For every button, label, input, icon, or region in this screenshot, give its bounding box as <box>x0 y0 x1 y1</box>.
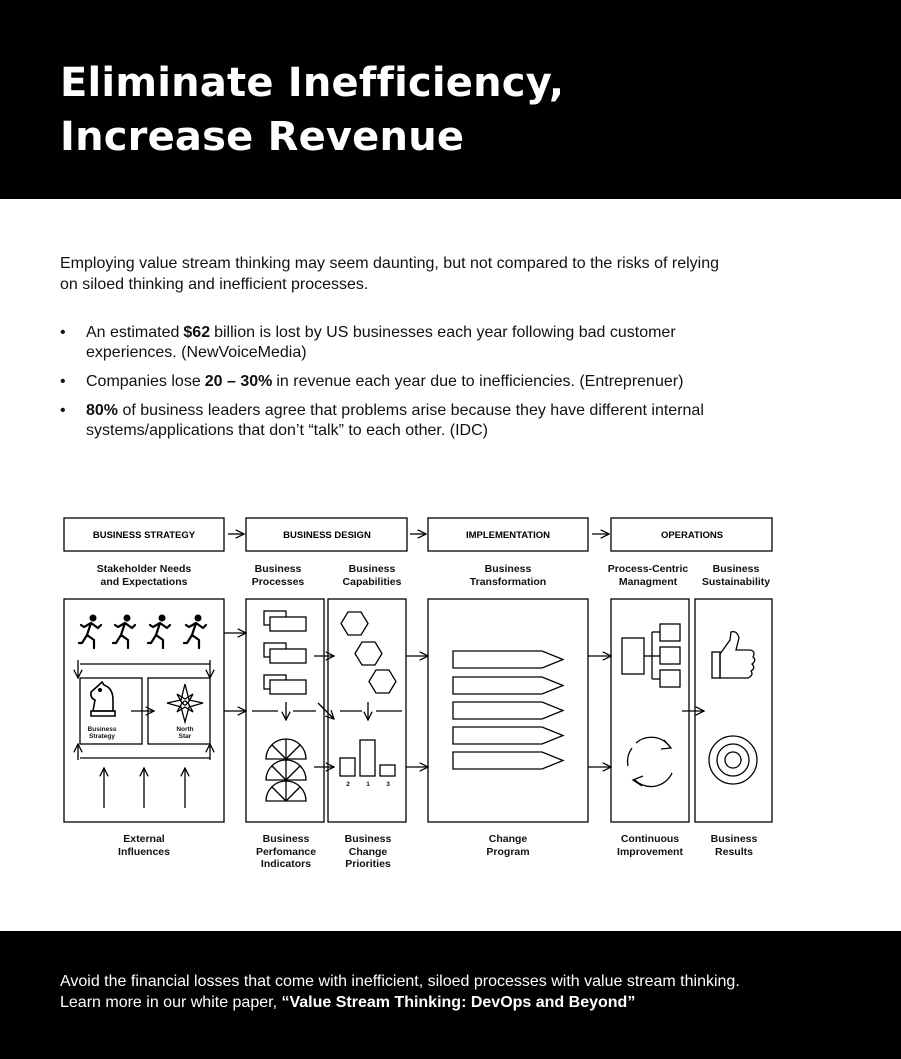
stakeholder-icon <box>148 615 170 649</box>
label-north-star: North <box>176 726 194 733</box>
label-business-strategy: Business <box>87 726 117 733</box>
footer-text <box>60 971 860 1013</box>
bullet-dot: • <box>60 402 66 419</box>
label-change-priorities: Business <box>344 833 392 845</box>
priority-bar <box>360 740 375 776</box>
label-transformation: Business <box>484 563 532 575</box>
hexagon-icon <box>355 642 382 665</box>
title-line-1: Eliminate Inefficiency, <box>60 60 565 106</box>
stage-title-implementation: IMPLEMENTATION <box>465 530 551 541</box>
svg-text:Indicators: Indicators <box>260 858 312 870</box>
list-item: • An estimated $62 billion is lost by US businesses each year following bad customer experiences. (NewVoiceMedia) <box>60 324 676 361</box>
page-title <box>60 56 564 164</box>
svg-text:Processes: Processes <box>251 576 305 588</box>
footer-banner <box>0 931 901 1059</box>
label-process-centric: Process-Centric <box>607 563 689 575</box>
change-item-arrow <box>453 727 563 744</box>
value-stream-diagram <box>0 505 901 885</box>
target-icon <box>709 736 757 784</box>
gauge-icon <box>266 739 306 759</box>
label-continuous: Continuous <box>620 833 680 845</box>
priority-number: 1 <box>366 781 370 788</box>
stat-highlight: 20 – 30% <box>204 373 273 390</box>
label-results: Business <box>710 833 758 845</box>
stats-list <box>60 323 740 450</box>
label-capabilities: Business <box>348 563 396 575</box>
stakeholder-icon <box>184 615 206 649</box>
stage-title-strategy: BUSINESS STRATEGY <box>92 530 196 541</box>
svg-text:Program: Program <box>486 846 530 858</box>
list-item: • Companies lose 20 – 30% in revenue each year due to inefficiencies. (Entreprenuer) <box>60 373 684 390</box>
label-stakeholder: Stakeholder Needs <box>96 563 192 575</box>
svg-text:Perfomance: Perfomance <box>255 846 317 858</box>
svg-text:Improvement: Improvement <box>617 846 683 858</box>
stage-title-design: BUSINESS DESIGN <box>283 530 371 541</box>
white-paper-link[interactable]: “Value Stream Thinking: DevOps and Beyond” <box>281 994 636 1011</box>
change-item-arrow <box>453 651 563 668</box>
header-banner <box>0 0 901 199</box>
stage-title-operations: OPERATIONS <box>660 530 724 541</box>
stakeholder-icon <box>113 615 135 649</box>
change-item-arrow <box>453 702 563 719</box>
svg-text:Star: Star <box>178 733 192 740</box>
stat-highlight: 80% <box>86 402 119 419</box>
svg-text:Influences: Influences <box>118 846 170 858</box>
chess-knight-icon <box>91 682 115 716</box>
priority-number: 3 <box>386 781 390 788</box>
label-processes: Business <box>254 563 302 575</box>
process-centric-panel <box>611 599 689 822</box>
title-line-2: Increase Revenue <box>60 114 465 160</box>
footer-line-2-prefix: Learn more in our white paper, <box>60 994 282 1011</box>
svg-text:Managment: Managment <box>618 576 678 588</box>
svg-text:Results: Results <box>715 846 753 858</box>
change-item-arrow <box>453 752 563 769</box>
change-item-arrow <box>453 677 563 694</box>
svg-text:Change: Change <box>348 846 388 858</box>
priority-bar <box>340 758 355 776</box>
priority-bar <box>380 765 395 776</box>
bullet-dot: • <box>60 373 66 390</box>
list-item: • 80% of business leaders agree that problems arise because they have different internal systems/applications that don’t “talk” to each other. (IDC) <box>60 402 704 439</box>
svg-text:Strategy: Strategy <box>88 733 116 740</box>
label-external: External <box>123 833 165 845</box>
stat-highlight: $62 <box>183 324 211 341</box>
hierarchy-icon <box>622 624 680 687</box>
stakeholder-icon <box>79 615 101 649</box>
hexagon-icon <box>369 670 396 693</box>
intro-paragraph: Employing value stream thinking may seem daunting, but not compared to the risks of relying on siloed thinking and inefficient processes. <box>60 255 719 293</box>
gauge-icon <box>266 760 306 780</box>
cycle-icon <box>628 737 672 786</box>
north-star-icon <box>167 684 203 722</box>
sustainability-panel <box>695 599 772 822</box>
footer-line-1: Avoid the financial losses that come with inefficient, siloed processes with value stream thinking. <box>60 973 740 990</box>
thumbs-up-icon <box>712 632 755 678</box>
svg-text:Capabilities: Capabilities <box>342 576 402 588</box>
label-sustainability: Business <box>712 563 760 575</box>
bullet-dot: • <box>60 324 66 341</box>
priority-number: 2 <box>346 781 350 788</box>
gauge-icon <box>266 781 306 801</box>
label-kpi: Business <box>262 833 310 845</box>
svg-text:Transformation: Transformation <box>469 576 547 588</box>
svg-text:Priorities: Priorities <box>345 858 391 870</box>
svg-text:and Expectations: and Expectations <box>100 576 188 588</box>
label-change-program: Change <box>488 833 528 845</box>
svg-text:Sustainability: Sustainability <box>701 576 771 588</box>
hexagon-icon <box>341 612 368 635</box>
